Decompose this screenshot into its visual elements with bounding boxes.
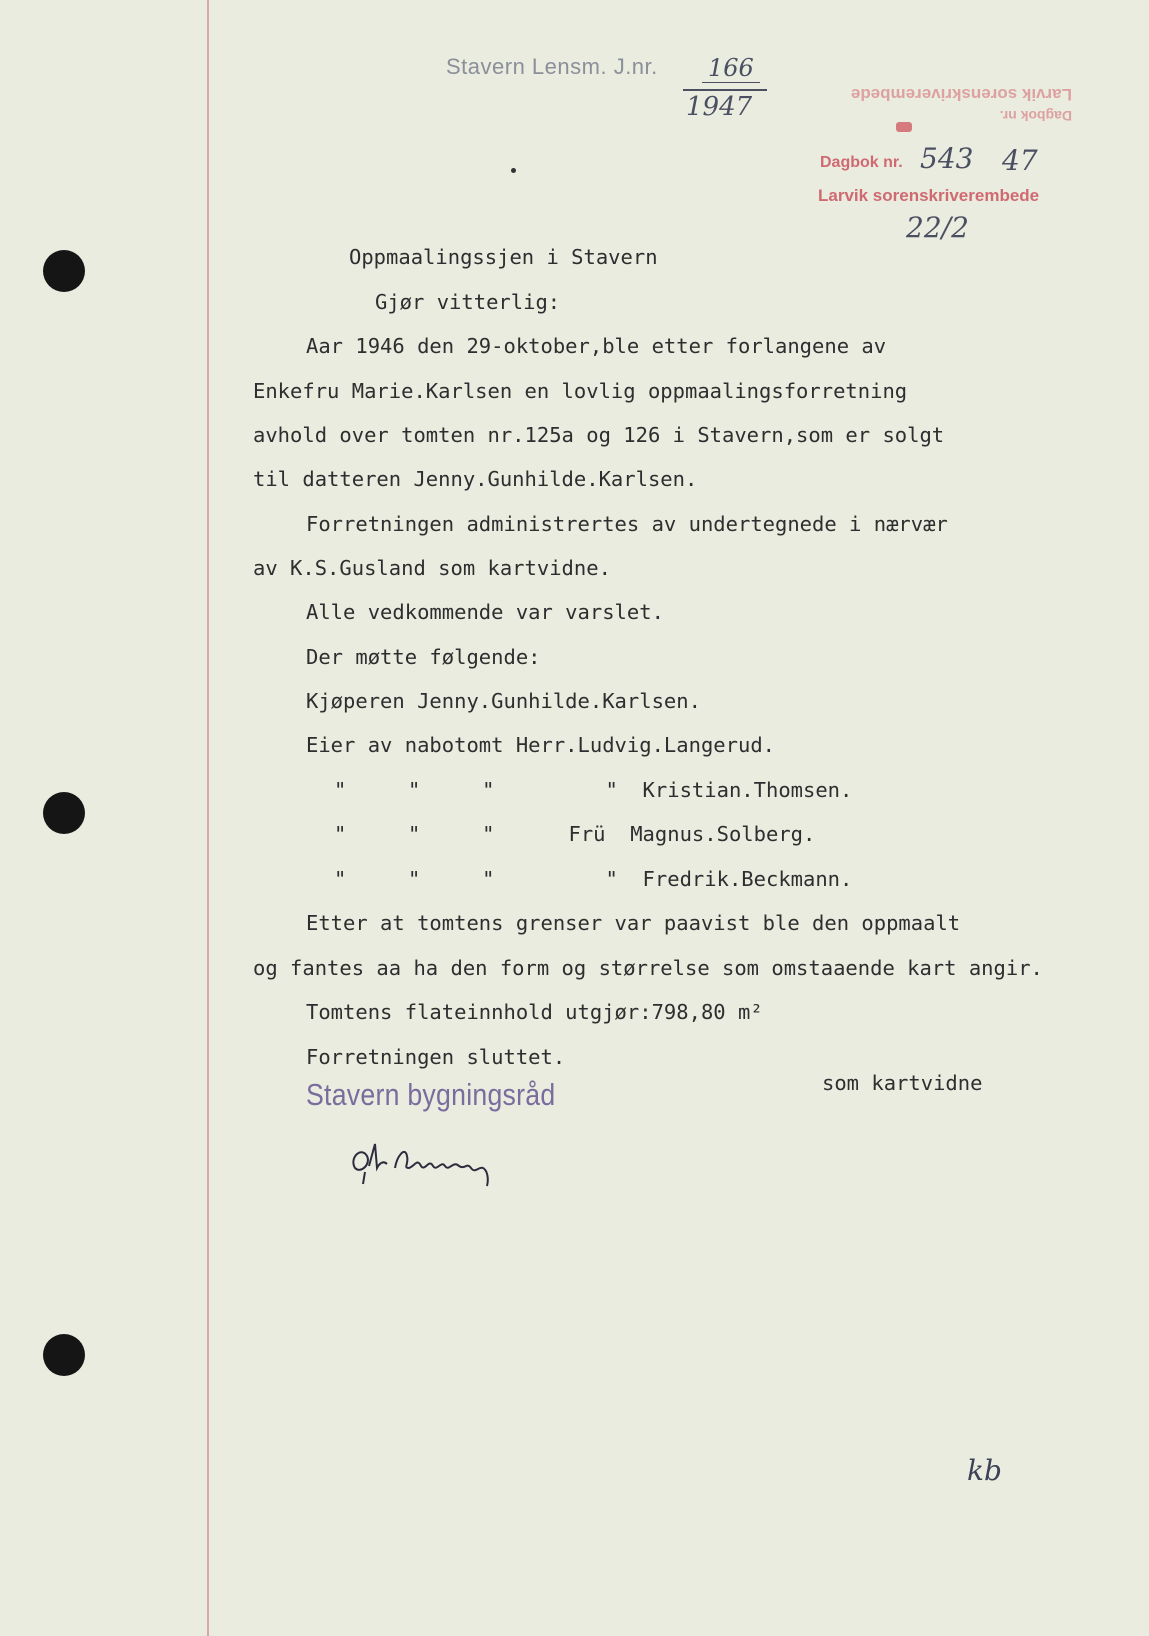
body-line: Oppmaalingssjen i Stavern: [349, 245, 658, 269]
body-line: " " " " Kristian.Thomsen.: [334, 778, 853, 802]
journal-number: 166: [702, 54, 760, 83]
body-line: Tomtens flateinnhold utgjør:798,80 m²: [306, 1000, 763, 1024]
body-line: Alle vedkommende var varslet.: [306, 600, 664, 624]
body-line: Forretningen sluttet.: [306, 1045, 566, 1069]
dagbok-year: 47: [1002, 144, 1038, 177]
mirrored-stamp-dagbok: Dagbok nr.: [999, 108, 1072, 124]
body-line: " " " Frü Magnus.Solberg.: [334, 822, 816, 846]
body-line: Der møtte følgende:: [306, 645, 541, 669]
dagbok-label: Dagbok nr.: [820, 154, 903, 171]
body-line: Aar 1946 den 29-oktober,ble etter forlangene av: [306, 334, 887, 358]
body-line: " " " " Fredrik.Beckmann.: [334, 867, 853, 891]
punch-hole-middle: [43, 792, 85, 834]
punch-hole-bottom: [43, 1334, 85, 1376]
registry-stamp: [812, 82, 1072, 232]
body-line: og fantes aa ha den form og størrelse som omstaaende kart angir.: [253, 956, 1043, 980]
stamp-office-name: Larvik sorenskriverembede: [818, 186, 1040, 205]
mirrored-stamp-office: Larvik sorenskriverembede: [850, 85, 1072, 104]
body-line: Eier av nabotomt Herr.Ludvig.Langerud.: [306, 733, 775, 757]
bygningsrad-stamp: Stavern bygningsråd: [306, 1077, 556, 1112]
margin-line: [207, 0, 209, 1636]
journal-header: Stavern Lensm. J.nr.: [446, 54, 658, 79]
body-line: Etter at tomtens grenser var paavist ble den oppmaalt: [306, 911, 961, 935]
ink-dot: [511, 168, 516, 173]
dagbok-number: 543: [920, 142, 974, 175]
witness-label: som kartvidne: [822, 1071, 983, 1095]
body-line: Enkefru Marie.Karlsen en lovlig oppmaalingsforretning: [253, 379, 908, 403]
handwritten-initials: kb: [967, 1454, 1002, 1487]
body-line: av K.S.Gusland som kartvidne.: [253, 556, 611, 580]
body-line: Kjøperen Jenny.Gunhilde.Karlsen.: [306, 689, 701, 713]
body-line: til datteren Jenny.Gunhilde.Karlsen.: [253, 467, 698, 491]
handwritten-date: 22/2: [906, 211, 969, 244]
punch-hole-top: [43, 250, 85, 292]
signature: [347, 1138, 527, 1198]
body-line: avhold over tomten nr.125a og 126 i Stavern,som er solgt: [253, 423, 945, 447]
body-line: Forretningen administrertes av undertegnede i nærvær: [306, 512, 948, 536]
journal-rule: [683, 89, 767, 91]
ink-blot: [896, 122, 912, 132]
body-line: Gjør vitterlig:: [375, 290, 561, 314]
journal-year: 1947: [686, 92, 753, 122]
